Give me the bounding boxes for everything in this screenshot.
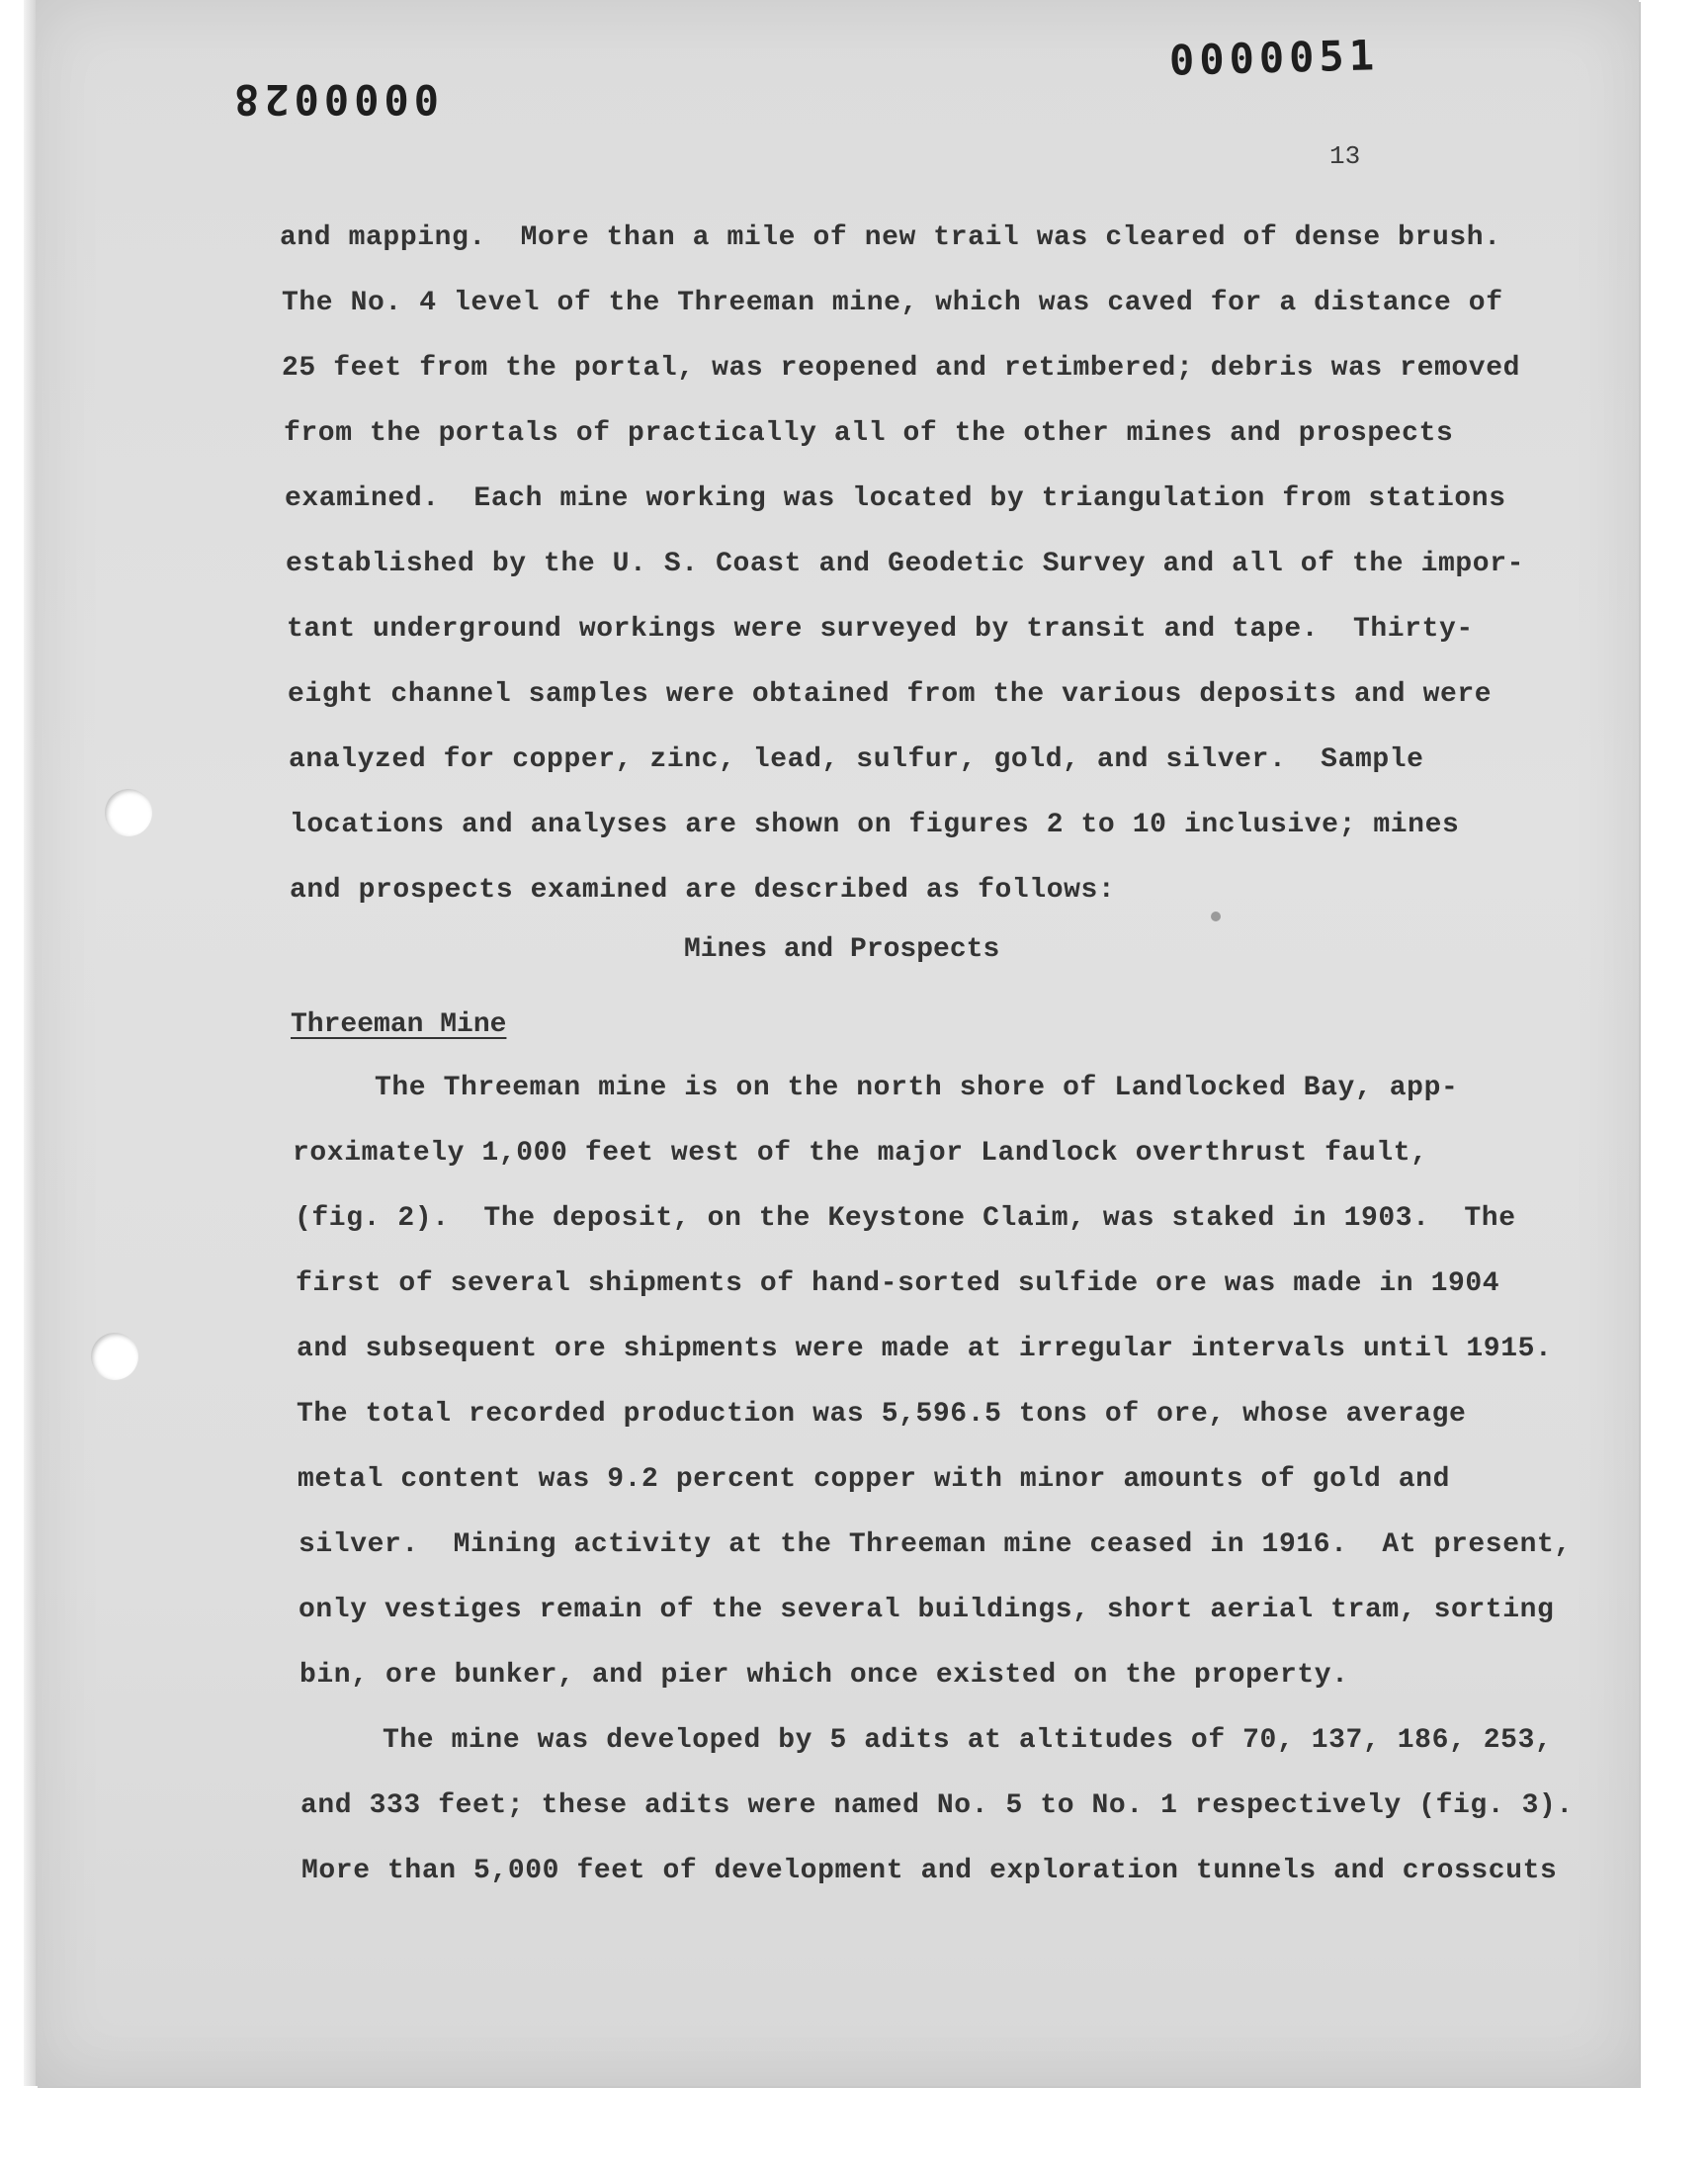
text-line: (fig. 2). The deposit, on the Keystone Claim, was staked in 1903. The — [295, 1203, 1516, 1234]
text-line: tant underground workings were surveyed by transit and tape. Thirty- — [287, 614, 1474, 645]
section-heading: Mines and Prospects — [684, 934, 1000, 965]
subsection-heading: Threeman Mine — [291, 1009, 507, 1040]
text-line: silver. Mining activity at the Threeman mine ceased in 1916. At present, — [299, 1529, 1572, 1560]
text-line: only vestiges remain of the several buildings, short aerial tram, sorting — [299, 1595, 1555, 1625]
text-line: and subsequent ore shipments were made at irregular intervals until 1915. — [297, 1334, 1553, 1364]
text-line: analyzed for copper, zinc, lead, sulfur, gold, and silver. Sample — [289, 744, 1424, 775]
text-line: and mapping. More than a mile of new trail was cleared of dense brush. — [280, 222, 1501, 253]
text-line: roximately 1,000 feet west of the major Landlock overthrust fault, — [293, 1138, 1428, 1169]
text-line: from the portals of practically all of the other mines and prospects — [284, 418, 1454, 449]
text-line: More than 5,000 feet of development and exploration tunnels and crosscuts — [301, 1856, 1558, 1886]
text-line: locations and analyses are shown on figures 2 to 10 inclusive; mines — [290, 810, 1460, 840]
text-line: first of several shipments of hand-sorted sulfide ore was made in 1904 — [296, 1268, 1500, 1299]
text-line: metal content was 9.2 percent copper with minor amounts of gold and — [298, 1464, 1450, 1495]
text-line: The total recorded production was 5,596.5 tons of ore, whose average — [297, 1399, 1467, 1430]
document-stamp-upside-down: 0000028 — [229, 75, 440, 124]
text-line: The mine was developed by 5 adits at altitudes of 70, 137, 186, 253, — [383, 1725, 1553, 1756]
text-line: eight channel samples were obtained from the various deposits and were — [288, 679, 1493, 710]
text-line: bin, ore bunker, and pier which once existed on the property. — [299, 1660, 1349, 1691]
text-line: 25 feet from the portal, was reopened and retimbered; debris was removed — [282, 353, 1520, 384]
text-line: and prospects examined are described as follows: — [290, 875, 1116, 906]
page-number: 13 — [1329, 141, 1361, 171]
text-line: examined. Each mine working was located by triangulation from stations — [285, 483, 1506, 514]
text-line: The Threeman mine is on the north shore of Landlocked Bay, app- — [375, 1073, 1459, 1103]
text-line: and 333 feet; these adits were named No. 5 to No. 1 respectively (fig. 3). — [300, 1790, 1574, 1821]
text-line: established by the U. S. Coast and Geodetic Survey and all of the impor- — [286, 549, 1524, 579]
text-line: The No. 4 level of the Threeman mine, which was caved for a distance of — [282, 288, 1503, 318]
document-stamp: 0000051 — [1168, 31, 1380, 85]
